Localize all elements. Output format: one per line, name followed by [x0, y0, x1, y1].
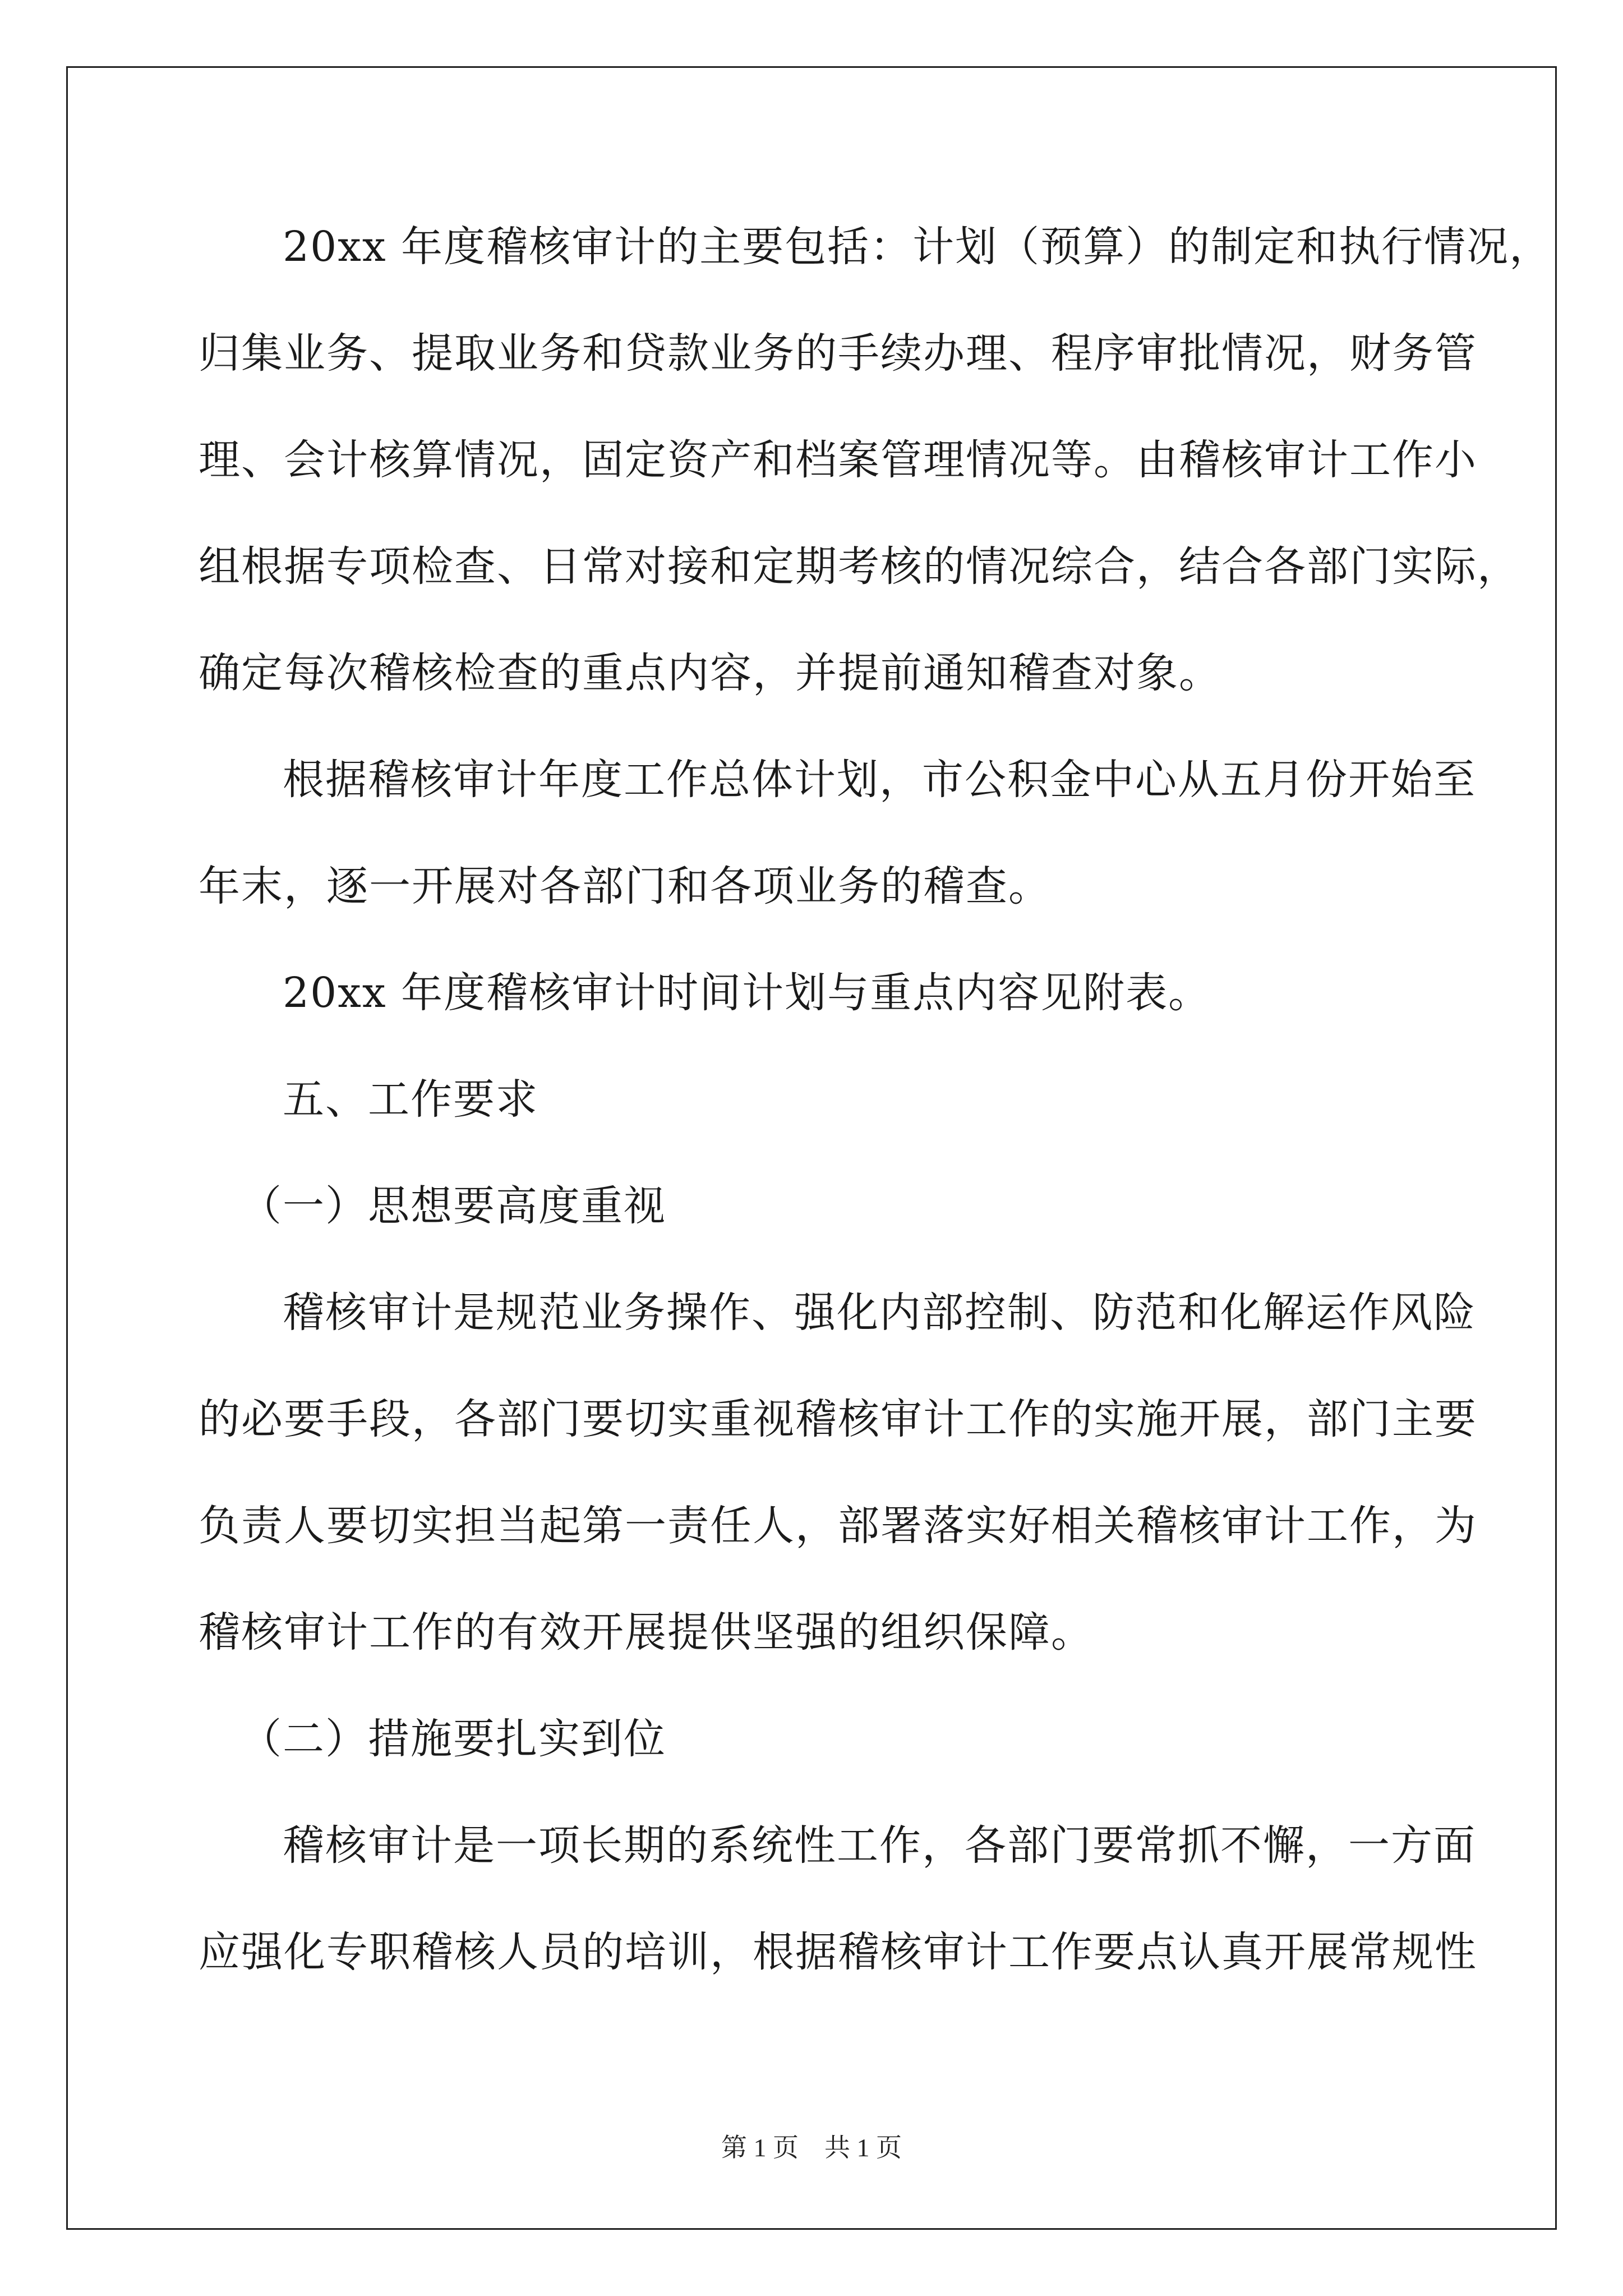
text-line: 组根据专项检查、日常对接和定期考核的情况综合，结合各部门实际， [199, 542, 1520, 591]
document-body [199, 216, 1552, 2028]
text-line: 稽核审计工作的有效开展提供坚强的组织保障。 [199, 1608, 1094, 1657]
text-line: 稽核审计是规范业务操作、强化内部控制、防范和化解运作风险 [283, 1289, 1476, 1337]
subsection-heading: （一）思想要高度重视 [240, 1182, 666, 1230]
text-line: 稽核审计是一项长期的系统性工作，各部门要常抓不懈，一方面 [283, 1821, 1476, 1870]
section-heading: 五、工作要求 [283, 1075, 538, 1124]
text-line: 归集业务、提取业务和贷款业务的手续办理、程序审批情况，财务管 [199, 329, 1477, 378]
text-line: 应强化专职稽核人员的培训，根据稽核审计工作要点认真开展常规性 [199, 1928, 1477, 1976]
text-line: 根据稽核审计年度工作总体计划，市公积金中心从五月份开始至 [283, 756, 1476, 804]
page-footer: 第 1 页 共 1 页 [721, 2133, 902, 2162]
text-line: 20xx 年度稽核审计的主要包括：计划（预算）的制定和执行情况， [283, 223, 1552, 271]
text-line: 年末，逐一开展对各部门和各项业务的稽查。 [199, 862, 1051, 910]
text-line: 确定每次稽核检查的重点内容，并提前通知稽查对象。 [199, 649, 1221, 697]
subsection-heading: （二）措施要扎实到位 [240, 1715, 666, 1763]
text-line: 负责人要切实担当起第一责任人，部署落实好相关稽核审计工作，为 [199, 1502, 1477, 1550]
text-line: 的必要手段，各部门要切实重视稽核审计工作的实施开展，部门主要 [199, 1395, 1477, 1443]
text-line: 理、会计核算情况，固定资产和档案管理情况等。由稽核审计工作小 [199, 436, 1477, 484]
text-line: 20xx 年度稽核审计时间计划与重点内容见附表。 [283, 969, 1211, 1017]
